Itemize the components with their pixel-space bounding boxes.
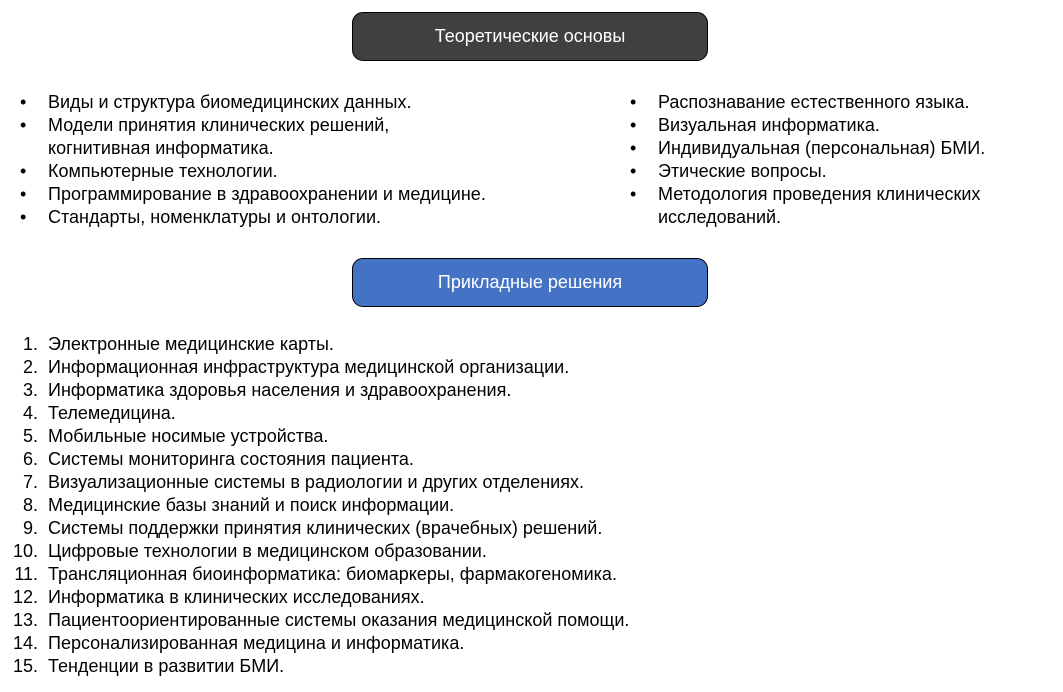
bullet-icon: • (630, 138, 637, 158)
list-item: 6. Системы мониторинга состояния пациента. (0, 448, 629, 471)
list-item: • Компьютерные технологии. (20, 161, 278, 181)
list-item: • Программирование в здравоохранении и медицине. (20, 184, 486, 204)
list-item: 13. Пациентоориентированные системы оказания медицинской помощи. (0, 609, 629, 632)
bullet-icon: • (20, 92, 27, 112)
bullet-icon: • (20, 161, 27, 181)
list-item: • Стандарты, номенклатуры и онтологии. (20, 207, 382, 227)
item-number: 9. (22, 518, 38, 538)
theory-section-header (352, 12, 708, 61)
list-item: 9. Системы поддержки принятия клинических (врачебных) решений. (0, 517, 629, 540)
item-number: 2. (22, 357, 38, 377)
list-item: 2. Информационная инфраструктура медицинской организации. (0, 356, 629, 379)
item-number: 14. (12, 633, 38, 653)
list-item: • Методология проведения клинических (630, 184, 981, 204)
list-item: 7. Визуализационные системы в радиологии и других отделениях. (0, 471, 629, 494)
item-number: 7. (22, 472, 38, 492)
list-item: • Этические вопросы. (630, 161, 827, 181)
item-number: 6. (22, 449, 38, 469)
bullet-icon: • (630, 161, 637, 181)
list-item: 15. Тенденции в развитии БМИ. (0, 655, 629, 678)
theory-title: Теоретические основы (434, 26, 626, 46)
list-item: 5. Мобильные носимые устройства. (0, 425, 629, 448)
bullet-icon: • (630, 92, 637, 112)
list-item-continuation: исследований. (658, 207, 782, 227)
item-number: 8. (22, 495, 38, 515)
list-item: 3. Информатика здоровья населения и здравоохранения. (0, 379, 629, 402)
item-number: 5. (22, 426, 38, 446)
list-item: • Визуальная информатика. (630, 115, 880, 135)
item-number: 10. (12, 541, 38, 561)
list-item: 14. Персонализированная медицина и информатика. (0, 632, 629, 655)
theory-left-list (10, 91, 486, 229)
bullet-icon: • (630, 115, 637, 135)
bullet-icon: • (20, 207, 27, 227)
applied-title: Прикладные решения (437, 272, 623, 292)
item-number: 12. (12, 587, 38, 607)
item-number: 3. (22, 380, 38, 400)
list-item: • Распознавание естественного языка. (630, 92, 970, 112)
bullet-icon: • (630, 184, 637, 204)
applied-section-header (352, 258, 708, 307)
list-item: • Модели принятия клинических решений, (20, 115, 390, 135)
item-number: 11. (14, 564, 38, 584)
list-item-continuation: когнитивная информатика. (48, 138, 274, 158)
list-item: • Индивидуальная (персональная) БМИ. (630, 138, 986, 158)
bullet-icon: • (20, 184, 27, 204)
list-item: 10. Цифровые технологии в медицинском образовании. (0, 540, 629, 563)
list-item: 1. Электронные медицинские карты. (0, 333, 629, 356)
applied-list (0, 333, 629, 678)
item-number: 15. (12, 656, 38, 676)
item-number: 13. (12, 610, 38, 630)
list-item: • Виды и структура биомедицинских данных. (20, 92, 412, 112)
list-item: 11. Трансляционная биоинформатика: биомаркеры, фармакогеномика. (0, 563, 629, 586)
item-number: 1. (22, 334, 38, 354)
theory-right-list (620, 91, 985, 229)
list-item: 8. Медицинские базы знаний и поиск информации. (0, 494, 629, 517)
bullet-icon: • (20, 115, 27, 135)
item-number: 4. (22, 403, 38, 423)
list-item: 4. Телемедицина. (0, 402, 629, 425)
list-item: 12. Информатика в клинических исследованиях. (0, 586, 629, 609)
